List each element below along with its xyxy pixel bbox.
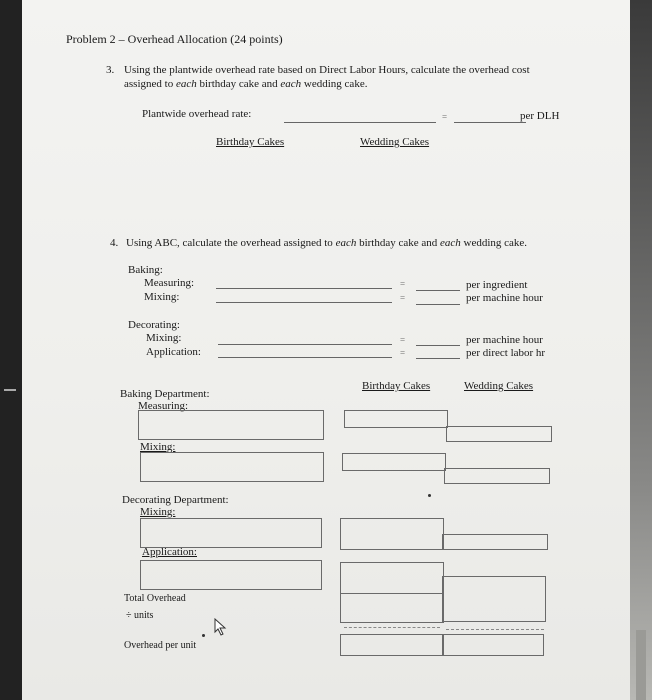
scroll-thumb[interactable] [636,630,646,700]
decorating-label: Decorating: [128,319,180,331]
rate-numerator-blank[interactable] [284,122,436,123]
plantwide-rate-label: Plantwide overhead rate: [142,108,252,120]
measuring-blank[interactable] [216,288,392,289]
q4-text: Using ABC, calculate the overhead assigned to each birthday cake and each wedding cake. [126,237,528,249]
dd-mixing-calc-box[interactable] [140,518,322,548]
measuring-unit: per ingredient [466,279,528,291]
q3-number: 3. [106,64,115,76]
dd-mixing-birthday-box[interactable] [340,518,444,550]
left-dark-edge [0,0,22,700]
dd-application-calc-box[interactable] [140,560,322,590]
mouse-cursor-icon [214,618,228,636]
baking-label: Baking: [128,264,163,276]
rate-unit: per DLH [520,110,560,122]
bd-mixing-label: Mixing: [140,441,176,453]
application-unit: per direct labor hr [466,347,546,359]
dd-application-label: Application: [142,546,197,558]
bd-mixing-wedding-box[interactable] [444,468,550,484]
dd-mixing-label: Mixing: [140,506,176,518]
application-blank[interactable] [218,357,392,358]
mixing-answer-blank[interactable] [416,304,460,305]
stray-mark [428,494,431,497]
application-answer-blank[interactable] [416,358,460,359]
total-overhead-birthday-box[interactable] [340,593,444,623]
mixing-equals: = [400,293,406,303]
bd-mixing-birthday-box[interactable] [342,453,446,471]
bd-measuring-label: Measuring: [138,400,189,412]
dec-mixing-answer-blank[interactable] [416,345,460,346]
q4-col-wedding: Wedding Cakes [464,380,534,392]
mixing-unit: per machine hour [466,292,543,304]
dec-mixing-blank[interactable] [218,344,392,345]
measuring-label: Measuring: [144,277,195,289]
decorating-dept-label: Decorating Department: [122,494,229,506]
dd-application-birthday-box[interactable] [340,562,444,594]
mixing-blank[interactable] [216,302,392,303]
dd-application-wedding-box[interactable] [442,576,546,622]
mixing-label: Mixing: [144,291,180,303]
q4-number: 4. [110,237,119,249]
units-label: ÷ units [126,610,154,621]
dec-mixing-unit: per machine hour [466,334,543,346]
q3-text-line2: assigned to each birthday cake and each wedding cake. [124,78,368,90]
right-scroll-strip[interactable] [630,0,652,700]
problem-title: Problem 2 – Overhead Allocation (24 points) [66,32,283,46]
rate-answer-blank[interactable] [454,122,526,123]
measuring-equals: = [400,279,406,289]
stray-mark-2 [202,634,205,637]
per-unit-birthday-box[interactable] [340,634,444,656]
application-equals: = [400,348,406,358]
measuring-answer-blank[interactable] [416,290,460,291]
bd-mixing-calc-box[interactable] [140,452,324,482]
q4-col-birthday: Birthday Cakes [362,380,431,392]
units-wedding-blank[interactable] [446,629,544,630]
application-label: Application: [146,346,201,358]
bd-measuring-birthday-box[interactable] [344,410,448,428]
bd-measuring-calc-box[interactable] [138,410,324,440]
worksheet-page [22,0,630,700]
q3-text-line1: Using the plantwide overhead rate based on Direct Labor Hours, calculate the overhead cost [124,64,530,76]
dec-mixing-label: Mixing: [146,332,182,344]
dec-mixing-equals: = [400,335,406,345]
total-overhead-label: Total Overhead [124,593,186,604]
q3-col-wedding: Wedding Cakes [360,136,430,148]
rate-equals-sign: = [442,112,448,122]
baking-dept-label: Baking Department: [120,388,210,400]
per-unit-wedding-box[interactable] [442,634,544,656]
q3-col-birthday: Birthday Cakes [216,136,285,148]
units-birthday-blank[interactable] [344,627,440,628]
bd-measuring-wedding-box[interactable] [446,426,552,442]
overhead-per-unit-label: Overhead per unit [124,640,197,651]
edge-tick [4,389,16,391]
dd-mixing-wedding-box[interactable] [442,534,548,550]
